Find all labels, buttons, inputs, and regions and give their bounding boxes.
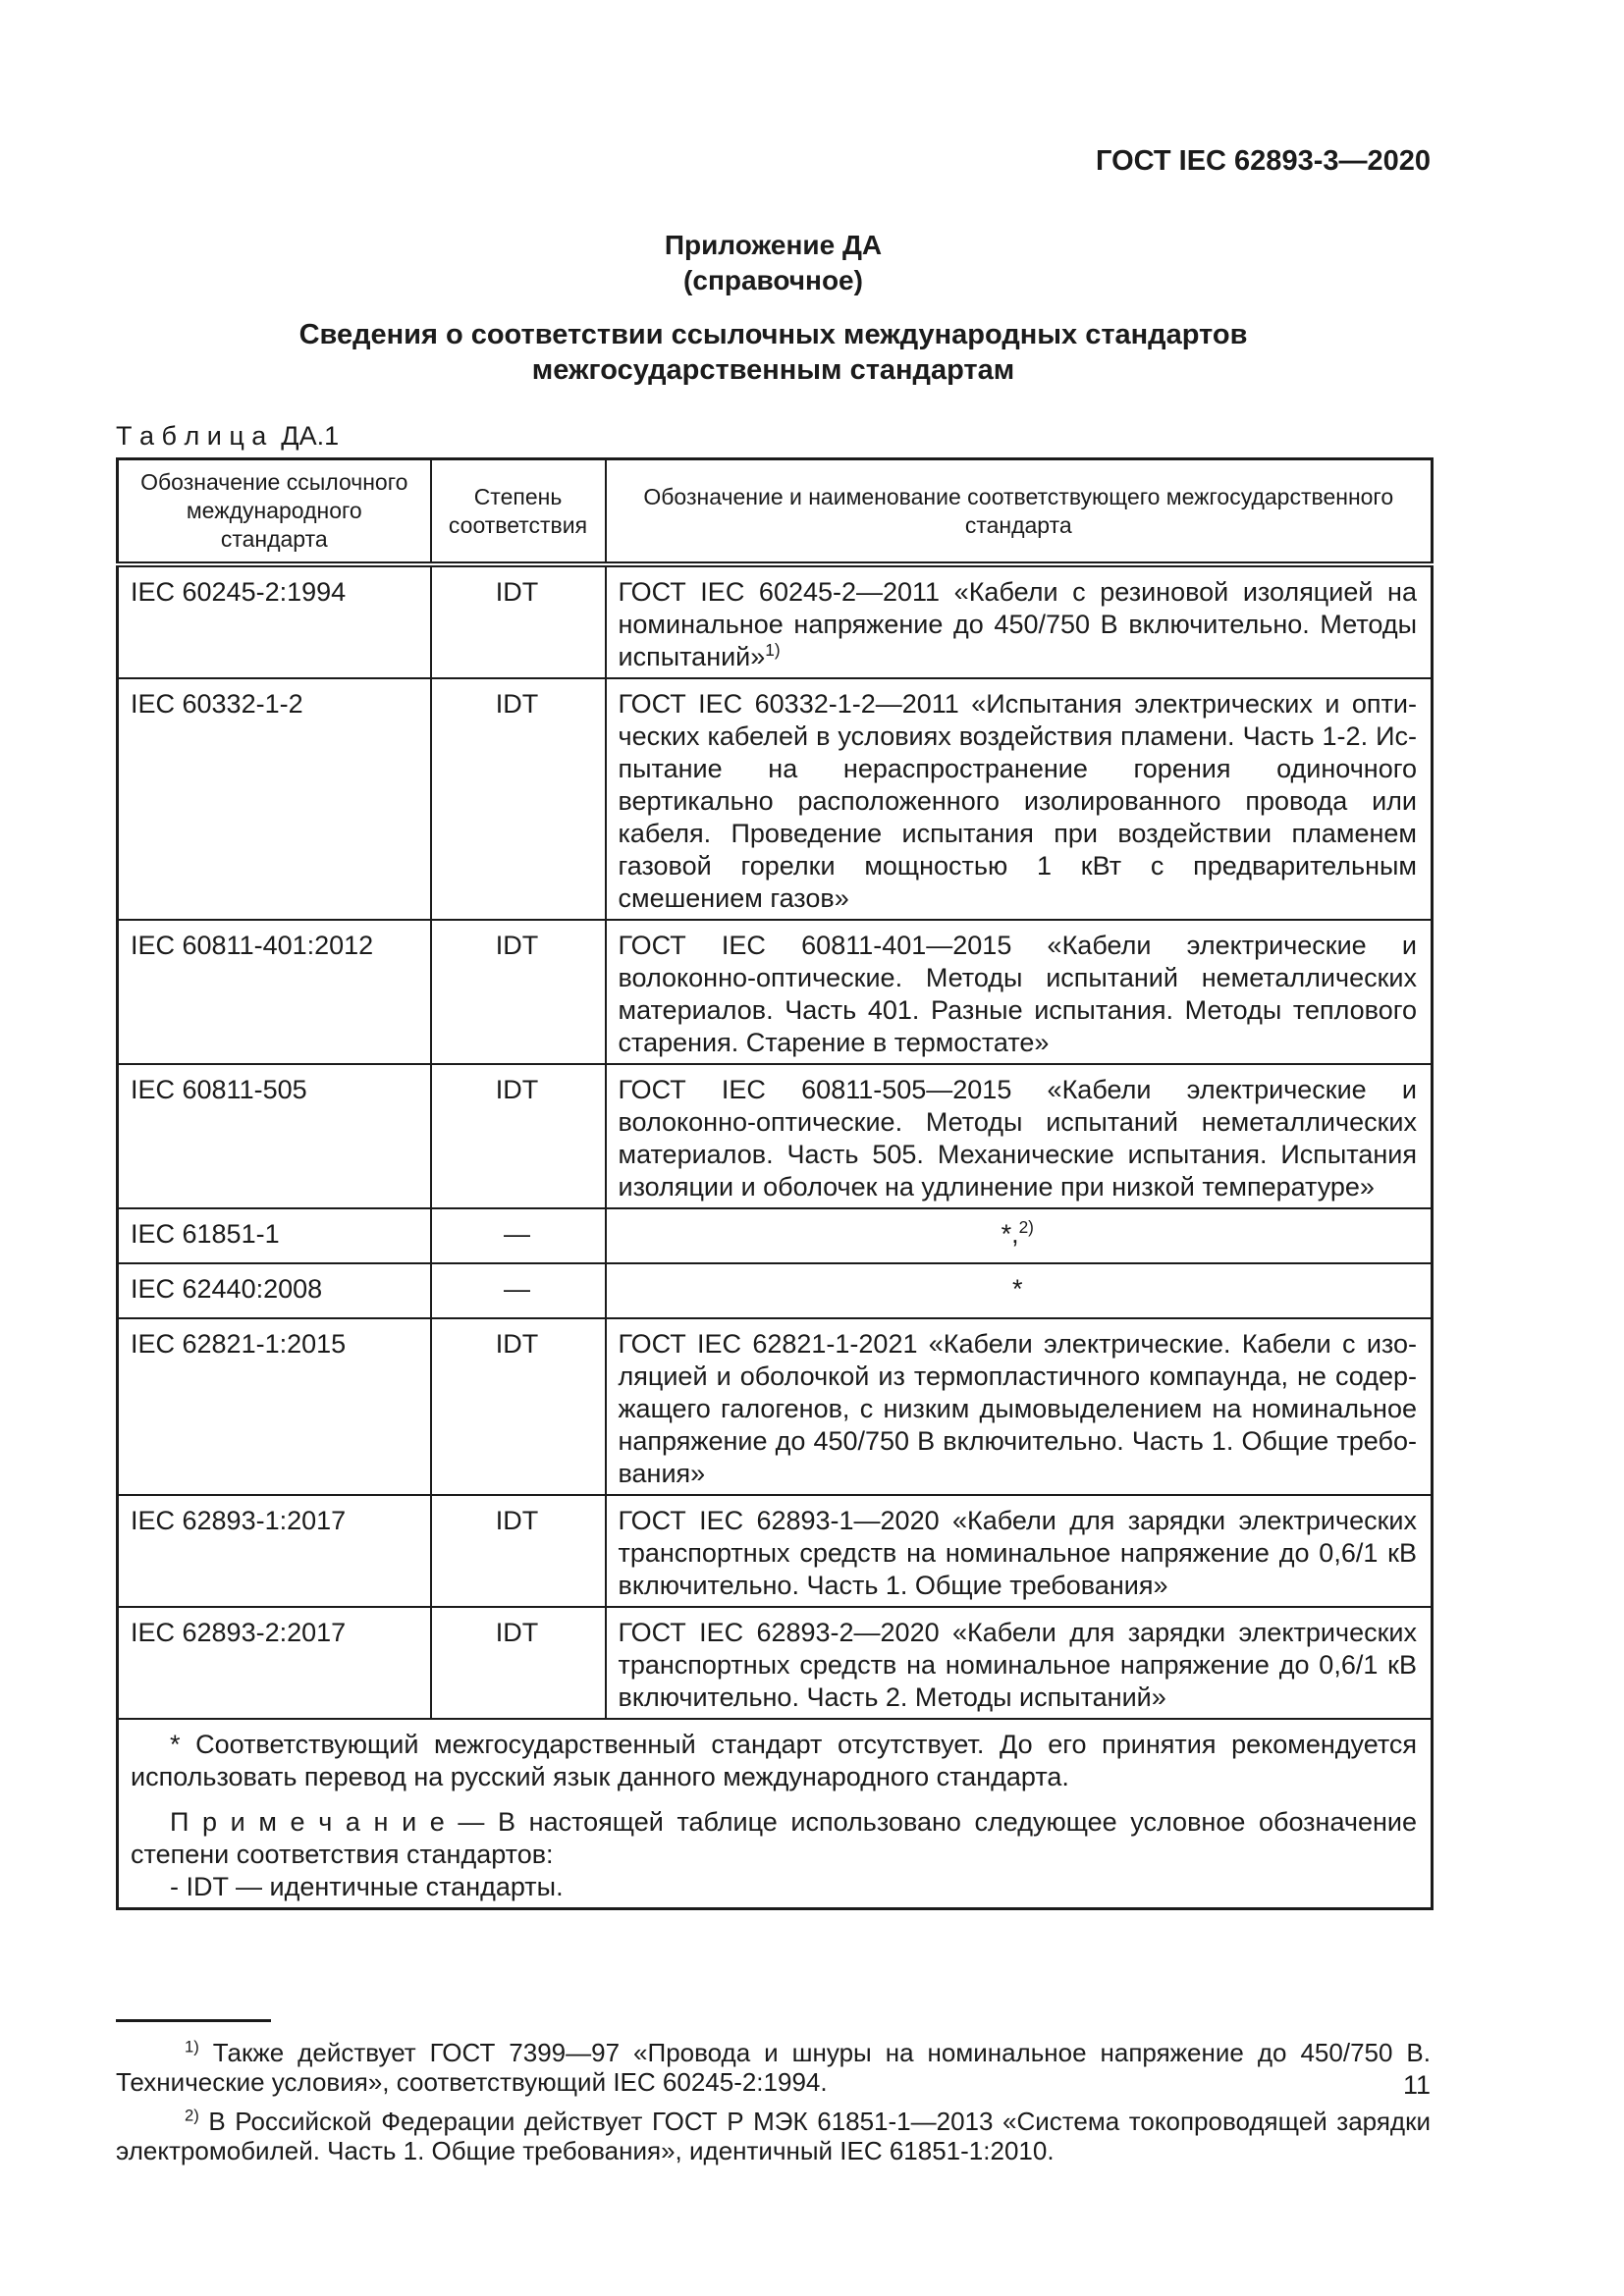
- table-note-cell: [118, 1719, 1433, 1909]
- degree-cell: IDT: [431, 564, 606, 678]
- note-text: — В настоящей таблице использовано следующее условное обозначение степени соответствия стандартов:: [131, 1807, 1417, 1869]
- footnote-marker: 1): [765, 640, 781, 660]
- degree-cell: IDT: [431, 1064, 606, 1208]
- document-title-line2: межгосударственным стандартам: [531, 354, 1015, 386]
- table-header-row: [118, 459, 1433, 565]
- table-row: [118, 1208, 1433, 1263]
- degree-cell: —: [431, 1208, 606, 1263]
- gost-standard-cell: ГОСТ IEC 60811-505—2015 «Кабели электрические и волоконно-оптические. Методы испытаний неметаллических материалов. Часть 505. Механические испытания. Испытания изоляции и оболочек на удлинение при низкой температуре»: [606, 1064, 1433, 1208]
- ref-standard-cell: IEC 61851-1: [118, 1208, 431, 1263]
- footnote: [116, 2038, 1431, 2097]
- absence-marker: *,: [1001, 1219, 1019, 1249]
- column-header-degree: Степень соответствия: [431, 459, 606, 565]
- footnote-marker: 1): [185, 2037, 199, 2056]
- footnote: [116, 2107, 1431, 2165]
- ref-standard-cell: IEC 60811-505: [118, 1064, 431, 1208]
- ref-standard-cell: IEC 60811-401:2012: [118, 920, 431, 1064]
- footnote-text: Также действует ГОСТ 7399—97 «Провода и шнуры на номинальное напряжение до 450/750 В. Технические условия», соответствующий IEC 60245-2:1994.: [116, 2038, 1431, 2097]
- note-label: П р и м е ч а н и е: [170, 1807, 445, 1837]
- ref-standard-cell: IEC 60332-1-2: [118, 678, 431, 920]
- degree-cell: IDT: [431, 1607, 606, 1719]
- table-row: [118, 920, 1433, 1064]
- footnote-marker: 2): [1018, 1217, 1034, 1237]
- gost-standard-cell: [606, 564, 1433, 678]
- gost-standard-cell: ГОСТ IEC 60332-1-2—2011 «Испытания электрических и оптических кабелей в условиях воздействия пламени. Часть 1-2. Испытание на нераспространение горения одиночного вертикально расположенного изолированного провода или кабеля. Проведение испытания при воздействии пламенем газовой горелки мощностью 1 кВт с предварительным смешением газов»: [606, 678, 1433, 920]
- appendix-type: (справочное): [683, 265, 863, 295]
- appendix-block: [116, 228, 1431, 298]
- table-row: [118, 1607, 1433, 1719]
- ref-standard-cell: IEC 60245-2:1994: [118, 564, 431, 678]
- footnote-text: В Российской Федерации действует ГОСТ Р МЭК 61851-1—2013 «Система токопроводящей зарядки электромобилей. Часть 1. Общие требования», идентичный IEC 61851-1:2010.: [116, 2107, 1431, 2165]
- footnote-marker: 2): [185, 2106, 199, 2125]
- note-star-text: * Соответствующий межгосударственный стандарт отсутствует. До его принятия рекомендуется использовать перевод на русский язык данного международного стандарта.: [131, 1730, 1417, 1791]
- gost-standard-cell: *: [606, 1263, 1433, 1318]
- degree-cell: IDT: [431, 1318, 606, 1495]
- page-content: [116, 0, 1431, 2165]
- degree-cell: IDT: [431, 678, 606, 920]
- degree-cell: IDT: [431, 1495, 606, 1607]
- table-note-row: [118, 1719, 1433, 1909]
- note-idt-line: - IDT — идентичные стандарты.: [170, 1872, 564, 1901]
- document-title: [116, 317, 1431, 388]
- ref-standard-cell: IEC 62893-1:2017: [118, 1495, 431, 1607]
- table-row: [118, 1495, 1433, 1607]
- footnote-separator: [116, 2019, 271, 2022]
- column-header-gost-standard: Обозначение и наименование соответствующего межгосударственного стандарта: [606, 459, 1433, 565]
- footnotes-section: [116, 2019, 1431, 2165]
- gost-standard-text: ГОСТ IEC 60245-2—2011 «Кабели с резиновой изоляцией на номинальное напряжение до 450/750 В включительно. Методы испытаний»: [618, 577, 1417, 671]
- running-head: ГОСТ IEC 62893-3—2020: [1096, 145, 1431, 177]
- degree-cell: IDT: [431, 920, 606, 1064]
- page-number: 11: [1402, 2070, 1431, 2100]
- table-row: [118, 1064, 1433, 1208]
- appendix-heading: Приложение ДА: [664, 230, 883, 260]
- gost-standard-cell: ГОСТ IEC 62893-2—2020 «Кабели для зарядки электрических транспортных средств на номинальное напряжение до 0,6/1 кВ включительно. Часть 2. Методы испытаний»: [606, 1607, 1433, 1719]
- table-row: [118, 564, 1433, 678]
- column-header-ref-standard: Обозначение ссылочного международного стандарта: [118, 459, 431, 565]
- table-row: [118, 678, 1433, 920]
- gost-standard-cell: [606, 1208, 1433, 1263]
- gost-standard-cell: ГОСТ IEC 62821-1-2021 «Кабели электрические. Кабели с изоляцией и оболочкой из термопластичного компаунда, не содержащего галогенов, с низким дымовыделением на номинальное напряжение до 450/750 В включительно. Часть 1. Общие требования»: [606, 1318, 1433, 1495]
- degree-cell: —: [431, 1263, 606, 1318]
- note-paragraph: [131, 1806, 1417, 1871]
- gost-standard-cell: ГОСТ IEC 62893-1—2020 «Кабели для зарядки электрических транспортных средств на номинальное напряжение до 0,6/1 кВ включительно. Часть 1. Общие требования»: [606, 1495, 1433, 1607]
- ref-standard-cell: IEC 62893-2:2017: [118, 1607, 431, 1719]
- ref-standard-cell: IEC 62440:2008: [118, 1263, 431, 1318]
- table-caption: Т а б л и ц а ДА.1: [116, 421, 340, 451]
- table-row: [118, 1318, 1433, 1495]
- document-title-line1: Сведения о соответствии ссылочных международных стандартов: [298, 319, 1248, 350]
- correspondence-table: [116, 457, 1434, 1910]
- ref-standard-cell: IEC 62821-1:2015: [118, 1318, 431, 1495]
- table-row: [118, 1263, 1433, 1318]
- gost-standard-cell: ГОСТ IEC 60811-401—2015 «Кабели электрические и волоконно-оптические. Методы испытаний неметаллических материалов. Часть 401. Разные испытания. Методы теплового старения. Старение в термостате»: [606, 920, 1433, 1064]
